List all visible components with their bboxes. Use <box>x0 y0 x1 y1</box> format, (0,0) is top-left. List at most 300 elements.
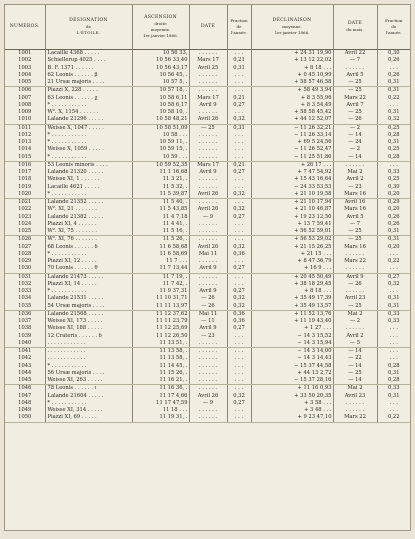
cell-designation: W². XI, 75 . . . . . . . <box>45 228 132 236</box>
table-row <box>5 370 410 377</box>
cell-number: 1004 <box>5 72 45 79</box>
cell-date-1: . . . . . . <box>189 199 227 207</box>
cell-number: 1001 <box>5 50 45 58</box>
cell-date-2: — 22 <box>333 355 377 362</box>
cell-declination: + 19 23 12,50 <box>251 214 333 221</box>
cell-designation: Weisse XI, 263 . . . . . <box>45 377 132 385</box>
cell-fraction-1: 0,21 <box>227 57 251 64</box>
cell-number: 1024 <box>5 221 45 228</box>
cell-fraction-2: . . . <box>389 399 398 406</box>
cell-declination: + 58 58 45,42 <box>251 109 333 116</box>
cell-fraction-2: 0,26 <box>387 213 400 220</box>
cell-date-2: . . . . . . <box>333 407 377 414</box>
header-numero: NUMÉROS. <box>5 5 45 50</box>
cell-declination: + 21 10 19,58 <box>251 191 333 199</box>
table-row <box>5 303 410 311</box>
cell-fraction-1: . . . <box>227 340 251 348</box>
cell-date-2: — 14 <box>333 363 377 370</box>
table-row <box>5 72 410 79</box>
cell-declination: + 58 49 3,94 <box>251 87 333 95</box>
cell-number: 1019 <box>5 184 45 191</box>
cell-right-ascension: 10 58 10, . <box>132 109 189 116</box>
header-row <box>5 5 410 50</box>
cell-declination: + 3 48 . . . <box>251 407 333 414</box>
cell-date-2: . . . . . . <box>333 65 377 72</box>
cell-fraction-2: 0,31 <box>387 392 400 399</box>
cell-fraction-2: . . . <box>389 355 398 362</box>
cell-date-2: — 25 <box>333 79 377 87</box>
cell-designation: . . . . . . . . . . . . <box>45 340 132 348</box>
cell-right-ascension: 11 19 31, . <box>132 414 189 422</box>
cell-designation: * . . . . . . . . . . . <box>45 288 132 295</box>
cell-date-1: . . . . . . <box>189 273 227 281</box>
cell-right-ascension: 11 5 40, . <box>132 199 189 207</box>
table-row <box>5 251 410 258</box>
cell-date-1: . . . . . . <box>189 228 227 236</box>
table-row <box>5 288 410 295</box>
cell-fraction-1: 0,36 <box>227 251 251 258</box>
cell-date-2: . . . . . . <box>333 161 377 169</box>
cell-date-1: Avril 9 <box>189 169 227 176</box>
cell-right-ascension: 11 18 . . . <box>132 407 189 414</box>
cell-date-2: Mai 2 <box>333 385 377 393</box>
cell-number: 1008 <box>5 102 45 109</box>
cell-right-ascension: 10 58 . . . <box>132 132 189 139</box>
cell-date-1: . . . . . . <box>189 132 227 139</box>
cell-date-2: — 25 <box>333 109 377 116</box>
cell-fraction-2: 0,32 <box>387 280 400 287</box>
cell-fraction-2: . . . <box>389 325 398 332</box>
cell-right-ascension: 11 7 . . . <box>132 258 189 265</box>
cell-right-ascension: 11 9 37,31 <box>132 288 189 295</box>
cell-fraction-2: 0,20 <box>387 206 400 213</box>
cell-right-ascension: 11 5 32, . <box>132 184 189 191</box>
cell-number: 1029 <box>5 258 45 265</box>
cell-date-1: . . . . . . <box>189 221 227 228</box>
cell-fraction-2: 0,33 <box>387 310 400 317</box>
cell-fraction-2: 0,26 <box>387 220 400 227</box>
table-row <box>5 184 410 191</box>
cell-fraction-2: 0,25 <box>387 146 400 153</box>
cell-right-ascension: 11 5 43,85 <box>132 206 189 213</box>
cell-fraction-2: 0,27 <box>387 273 400 280</box>
cell-right-ascension: 11 7 42, . <box>132 281 189 288</box>
cell-date-2: Avril 2 <box>333 333 377 340</box>
cell-right-ascension: 10 56 33,40 <box>132 57 189 64</box>
table-row <box>5 273 410 281</box>
cell-number: 1046 <box>5 385 45 393</box>
cell-date-1: Mars 17 <box>189 57 227 64</box>
cell-fraction-2: . . . <box>377 340 410 348</box>
cell-date-1: Mars 17 <box>189 161 227 169</box>
table-row <box>5 161 410 169</box>
cell-designation: Lalande 21382 . . . . . <box>45 214 132 221</box>
header-date-2: DATE du mois. <box>333 5 377 50</box>
cell-fraction-1: . . . <box>227 273 251 281</box>
table-row <box>5 348 410 356</box>
cell-fraction-1: 0,21 <box>227 95 251 102</box>
star-catalogue-table <box>5 5 410 423</box>
cell-fraction-2: 0,28 <box>377 154 410 162</box>
cell-fraction-2: 0,32 <box>377 116 410 124</box>
cell-declination: − 11 25 51,86 <box>251 154 333 162</box>
cell-number: 1036 <box>5 310 45 318</box>
table-row <box>5 57 410 64</box>
cell-date-1: — 9 <box>189 400 227 407</box>
cell-number: 1032 <box>5 281 45 288</box>
cell-right-ascension: 11 7 13,44 <box>132 265 189 273</box>
cell-date-2: — 14 <box>333 154 377 162</box>
cell-date-2: — 14 <box>333 377 377 385</box>
cell-date-1: . . . . . . <box>189 154 227 162</box>
table-row <box>5 407 410 414</box>
cell-declination: + 33 50 20,35 <box>251 393 333 400</box>
cell-date-1: . . . . . . <box>189 340 227 348</box>
cell-date-2: — 25 <box>333 303 377 311</box>
table-row <box>5 310 410 318</box>
header-fraction-1: Fraction de l'année. <box>227 5 251 50</box>
cell-date-1: . . . . . . <box>189 176 227 183</box>
cell-number: 1010 <box>5 116 45 124</box>
cell-designation: . . . . . . . . . . . . <box>45 355 132 362</box>
cell-fraction-1: . . . <box>227 236 251 244</box>
cell-designation: 53 Leonis minoris . . . . <box>45 161 132 169</box>
cell-date-2: Avril 2 <box>333 176 377 183</box>
cell-right-ascension: 10 59 52,35 <box>132 161 189 169</box>
cell-fraction-2: 0,33 <box>387 385 400 392</box>
table-row <box>5 228 410 236</box>
cell-right-ascension: 11 7 19, . <box>132 273 189 281</box>
cell-fraction-1: . . . <box>227 414 251 422</box>
cell-date-1: Avril 26 <box>189 191 227 199</box>
cell-number: 1038 <box>5 325 45 332</box>
cell-number: 1041 <box>5 348 45 356</box>
cell-date-1: . . . . . . <box>189 370 227 377</box>
cell-fraction-1: . . . <box>227 154 251 162</box>
cell-fraction-2: 0,25 <box>387 176 400 183</box>
cell-date-1: . . . . . . <box>189 348 227 356</box>
cell-date-2: — 14 <box>333 348 377 356</box>
cell-fraction-1: . . . <box>227 176 251 183</box>
cell-fraction-2: 0,33 <box>387 169 400 175</box>
table-row <box>5 50 410 58</box>
cell-date-2: — 2 <box>333 124 377 132</box>
table-row <box>5 214 410 221</box>
cell-date-1: . . . . . . <box>189 50 227 58</box>
header-designation: DÉSIGNATION de L'ÉTOILE. <box>45 5 132 50</box>
cell-declination: + 35 49 13,57 <box>251 303 333 311</box>
header-declinaison: DÉCLINAISON moyenne. 1er janvier 1866. <box>251 5 333 50</box>
cell-number: 1050 <box>5 414 45 422</box>
cell-number: 1017 <box>5 169 45 176</box>
cell-fraction-2: 0,28 <box>387 362 400 369</box>
cell-designation: * . . . . . . . . . . . <box>45 154 132 162</box>
cell-fraction-1: 0,27 <box>227 169 251 176</box>
table-row <box>5 236 410 244</box>
cell-number: 1011 <box>5 124 45 132</box>
cell-right-ascension: 10 58 6,11 <box>132 95 189 102</box>
cell-declination: + 44 13 2,72 <box>251 370 333 377</box>
cell-right-ascension: 11 5 39,87 <box>132 191 189 199</box>
cell-date-2: Mars 22 <box>333 414 377 422</box>
cell-fraction-1: . . . <box>227 79 251 87</box>
table-row <box>5 95 410 102</box>
cell-fraction-2: 0,26 <box>387 57 400 64</box>
cell-fraction-2: 0,22 <box>387 94 400 101</box>
table-row <box>5 79 410 87</box>
cell-right-ascension: 10 58 6,17 <box>132 102 189 109</box>
cell-declination: + 8 18 . . . <box>251 288 333 295</box>
cell-fraction-2: 0,20 <box>387 243 400 250</box>
cell-fraction-2: 0,25 <box>387 124 400 131</box>
cell-designation: Schiellerup 4025 . . . . <box>45 57 132 64</box>
cell-fraction-2: . . . <box>389 161 398 168</box>
cell-designation: 62 Leonis . . . . . . β <box>45 72 132 79</box>
header-date-1: DATE <box>189 5 227 50</box>
cell-designation: Weisse XI, 1 . . . . . . <box>45 176 132 183</box>
cell-right-ascension: 11 4 41, . <box>132 221 189 228</box>
cell-designation: W². X, 1154 . . . . . . <box>45 109 132 116</box>
cell-fraction-1: 0,36 <box>227 318 251 325</box>
cell-date-2: — 14 <box>333 132 377 139</box>
cell-fraction-2: 0,22 <box>387 258 400 264</box>
cell-fraction-1: 0,32 <box>227 393 251 400</box>
cell-declination: + 0 45 10,99 <box>251 72 333 79</box>
cell-declination: + 21 10 17,94 <box>251 199 333 207</box>
cell-date-2: Avril 22 <box>333 50 377 58</box>
table-row <box>5 87 410 95</box>
cell-right-ascension: 11 3 21, . <box>132 176 189 183</box>
cell-declination: + 16 9 . . . <box>251 265 333 273</box>
cell-right-ascension: 11 6 58,68 <box>132 244 189 251</box>
cell-date-1: . . . . . . <box>189 363 227 370</box>
cell-right-ascension: 10 59 11, . <box>132 139 189 146</box>
cell-declination: + 8 3 54,49 <box>251 102 333 109</box>
cell-right-ascension: 10 59 . . . <box>132 154 189 162</box>
cell-declination: + 9 23 47,10 <box>251 414 333 422</box>
cell-declination: + 7 47 54,92 <box>251 169 333 176</box>
cell-date-2: — 7 <box>333 221 377 228</box>
cell-declination: + 21 15 . . . <box>251 251 333 258</box>
cell-declination: + 11 52 13,76 <box>251 310 333 318</box>
cell-date-1: . . . . . . <box>189 139 227 146</box>
cell-date-1: . . . . . . <box>189 414 227 422</box>
cell-right-ascension: 11 10 31,71 <box>132 295 189 302</box>
cell-designation: Lalande 21352 . . . . . <box>45 199 132 207</box>
table-row <box>5 265 410 273</box>
cell-right-ascension: 11 15 26, . <box>132 370 189 377</box>
table-row <box>5 221 410 228</box>
cell-designation: Lacaille 4621 . . . . . <box>45 184 132 191</box>
cell-declination: + 44 12 52,07 <box>251 116 333 124</box>
cell-right-ascension: 11 12 26,50 <box>132 333 189 340</box>
cell-designation: Lalande 21320 . . . . . <box>45 169 132 176</box>
cell-fraction-1: 0,32 <box>227 303 251 311</box>
cell-date-2: — 7 <box>333 57 377 64</box>
cell-right-ascension: 11 6 58,69 <box>132 251 189 258</box>
cell-date-1: . . . . . . <box>189 377 227 385</box>
header-fraction-2: Fraction de l'année. <box>377 5 410 50</box>
cell-number: 1026 <box>5 236 45 244</box>
cell-date-2: Avril 23 <box>333 295 377 302</box>
cell-designation: Weisse XI, 314 . . . . . <box>45 407 132 414</box>
cell-fraction-1: . . . <box>227 139 251 146</box>
cell-right-ascension: 11 1 16,68 <box>132 169 189 176</box>
cell-date-2: Avril 16 <box>333 199 377 207</box>
cell-number: 1042 <box>5 355 45 362</box>
cell-fraction-2: 0,28 <box>387 131 400 138</box>
cell-fraction-2: 0,22 <box>377 414 410 422</box>
cell-designation: 21 Ursæ majoris . . . . <box>45 79 132 87</box>
cell-number: 1006 <box>5 87 45 95</box>
cell-fraction-2: . . . <box>389 101 398 108</box>
cell-date-2: — 25 <box>333 87 377 95</box>
cell-declination: − 11 26 32,21 <box>251 124 333 132</box>
cell-designation: Piazzi XI, 12 . . . . . <box>45 258 132 265</box>
cell-declination: + 21 10 46,87 <box>251 206 333 213</box>
table-row <box>5 400 410 407</box>
table-row <box>5 318 410 325</box>
cell-right-ascension: 11 5 16, . <box>132 228 189 236</box>
table-row <box>5 139 410 146</box>
cell-fraction-2: 0,31 <box>377 79 410 87</box>
cell-date-1: Avril 26 <box>189 393 227 400</box>
table-row <box>5 191 410 199</box>
cell-number: 1012 <box>5 132 45 139</box>
cell-designation: Lalande 21568 . . . . . <box>45 310 132 318</box>
cell-designation: Weisse XI, 188 . . . . . <box>45 325 132 332</box>
cell-declination: − 14 3 14,43 <box>251 355 333 362</box>
cell-fraction-1: . . . <box>227 363 251 370</box>
cell-declination: + 24 31 19,90 <box>251 50 333 58</box>
cell-fraction-2: 0,31 <box>387 295 400 302</box>
cell-fraction-2: 0,20 <box>377 191 410 199</box>
cell-declination: + 11 19 43,40 <box>251 318 333 325</box>
cell-fraction-2: 0,31 <box>377 228 410 236</box>
cell-number: 1005 <box>5 79 45 87</box>
cell-fraction-1: . . . <box>227 221 251 228</box>
cell-designation: * . . . . . . . . . . . <box>45 132 132 139</box>
cell-date-1: Mars 17 <box>189 95 227 102</box>
cell-right-ascension: 11 14 45, . <box>132 363 189 370</box>
cell-date-2: Mars 22 <box>333 95 377 102</box>
table-row <box>5 102 410 109</box>
cell-number: 1028 <box>5 251 45 258</box>
cell-date-2: . . . . . . <box>333 400 377 407</box>
cell-right-ascension: 11 4 7,18 <box>132 214 189 221</box>
cell-date-1: Avril 9 <box>189 288 227 295</box>
cell-date-1: — 11 <box>189 318 227 325</box>
cell-date-1: — 26 <box>189 295 227 302</box>
cell-fraction-2: 0,28 <box>377 377 410 385</box>
cell-right-ascension: 11 16 21, . <box>132 377 189 385</box>
cell-fraction-1: . . . <box>227 199 251 207</box>
cell-number: 1016 <box>5 161 45 169</box>
cell-date-1: . . . . . . <box>189 146 227 153</box>
cell-fraction-1: 0,27 <box>227 265 251 273</box>
cell-number: 1049 <box>5 407 45 414</box>
cell-declination: − 14 3 15,94 <box>251 340 333 348</box>
cell-right-ascension: 10 59 15, . <box>132 146 189 153</box>
cell-fraction-1: . . . <box>227 370 251 377</box>
cell-fraction-1: 0,27 <box>227 288 251 295</box>
cell-date-1: Mai 11 <box>189 251 227 258</box>
cell-date-1: — 25 <box>189 124 227 132</box>
catalogue-body <box>5 50 410 423</box>
cell-declination: + 8 3 55,96 <box>251 95 333 102</box>
cell-designation: Weisse X, 1059 . . . . . <box>45 146 132 153</box>
cell-fraction-2: 0,29 <box>387 199 400 205</box>
cell-fraction-1: . . . <box>227 50 251 58</box>
table-row <box>5 132 410 139</box>
cell-right-ascension: 10 58 51,09 <box>132 124 189 132</box>
cell-fraction-2: 0,31 <box>387 369 400 376</box>
cell-right-ascension: 11 13 58, . <box>132 355 189 362</box>
cell-date-2: . . . . . . <box>333 325 377 332</box>
cell-designation: 68 Leonis . . . . . . δ <box>45 244 132 251</box>
cell-date-2: Mars 16 <box>333 191 377 199</box>
cell-declination: − 14 3 14,00 <box>251 348 333 356</box>
cell-designation: Lalande 21473 . . . . . <box>45 273 132 281</box>
cell-date-1: Avril 25 <box>189 65 227 72</box>
cell-fraction-1: . . . <box>227 348 251 356</box>
cell-number: 1003 <box>5 65 45 72</box>
cell-number: 1037 <box>5 318 45 325</box>
cell-designation: . . . . . . . . . . . . <box>45 348 132 356</box>
cell-fraction-1: 0,27 <box>227 325 251 332</box>
cell-date-1: Avril 26 <box>189 116 227 124</box>
cell-fraction-1: . . . <box>227 87 251 95</box>
cell-declination: + 1 27 . . . <box>251 325 333 332</box>
cell-date-2: Mars 22 <box>333 258 377 265</box>
cell-fraction-1: . . . <box>227 385 251 393</box>
table-row <box>5 325 410 332</box>
cell-date-2: . . . . . . <box>333 288 377 295</box>
cell-fraction-1: . . . <box>227 109 251 116</box>
cell-fraction-1: . . . <box>227 377 251 385</box>
cell-fraction-2: . . . <box>389 332 398 339</box>
cell-declination: + 35 49 17,39 <box>251 295 333 302</box>
cell-fraction-2: 0,33 <box>387 318 400 324</box>
cell-designation: W². XI, 21 . . . . . . . <box>45 206 132 213</box>
cell-date-1: Avril 9 <box>189 102 227 109</box>
cell-designation: Lalande 21531 . . . . . <box>45 295 132 302</box>
catalogue-page <box>4 4 411 531</box>
cell-right-ascension: 11 11 13,97 <box>132 303 189 311</box>
cell-date-2: — 2 <box>333 318 377 325</box>
cell-designation: Piazzi XI, 14 . . . . . <box>45 281 132 288</box>
cell-right-ascension: 11 16 36, . <box>132 385 189 393</box>
cell-fraction-1: 0,21 <box>227 161 251 169</box>
cell-designation: * . . . . . . . . . . . <box>45 400 132 407</box>
cell-fraction-2: 0,31 <box>387 236 400 243</box>
table-row <box>5 154 410 162</box>
cell-date-2: — 25 <box>333 370 377 377</box>
cell-right-ascension: 11 12 25,69 <box>132 325 189 332</box>
table-row <box>5 116 410 124</box>
table-row <box>5 281 410 288</box>
cell-date-2: — 5 <box>333 340 377 348</box>
cell-fraction-1: 0,36 <box>227 310 251 318</box>
cell-fraction-1: 0,31 <box>227 124 251 132</box>
cell-number: 1013 <box>5 139 45 146</box>
cell-designation: Piazzi X, 228 . . . . . <box>45 87 132 95</box>
cell-designation: 63 Leonis . . . . . . χ <box>45 95 132 102</box>
cell-declination: − 14 3 15,52 <box>251 333 333 340</box>
cell-date-2: Mars 16 <box>333 206 377 213</box>
cell-fraction-1: 0,27 <box>227 400 251 407</box>
table-row <box>5 355 410 362</box>
